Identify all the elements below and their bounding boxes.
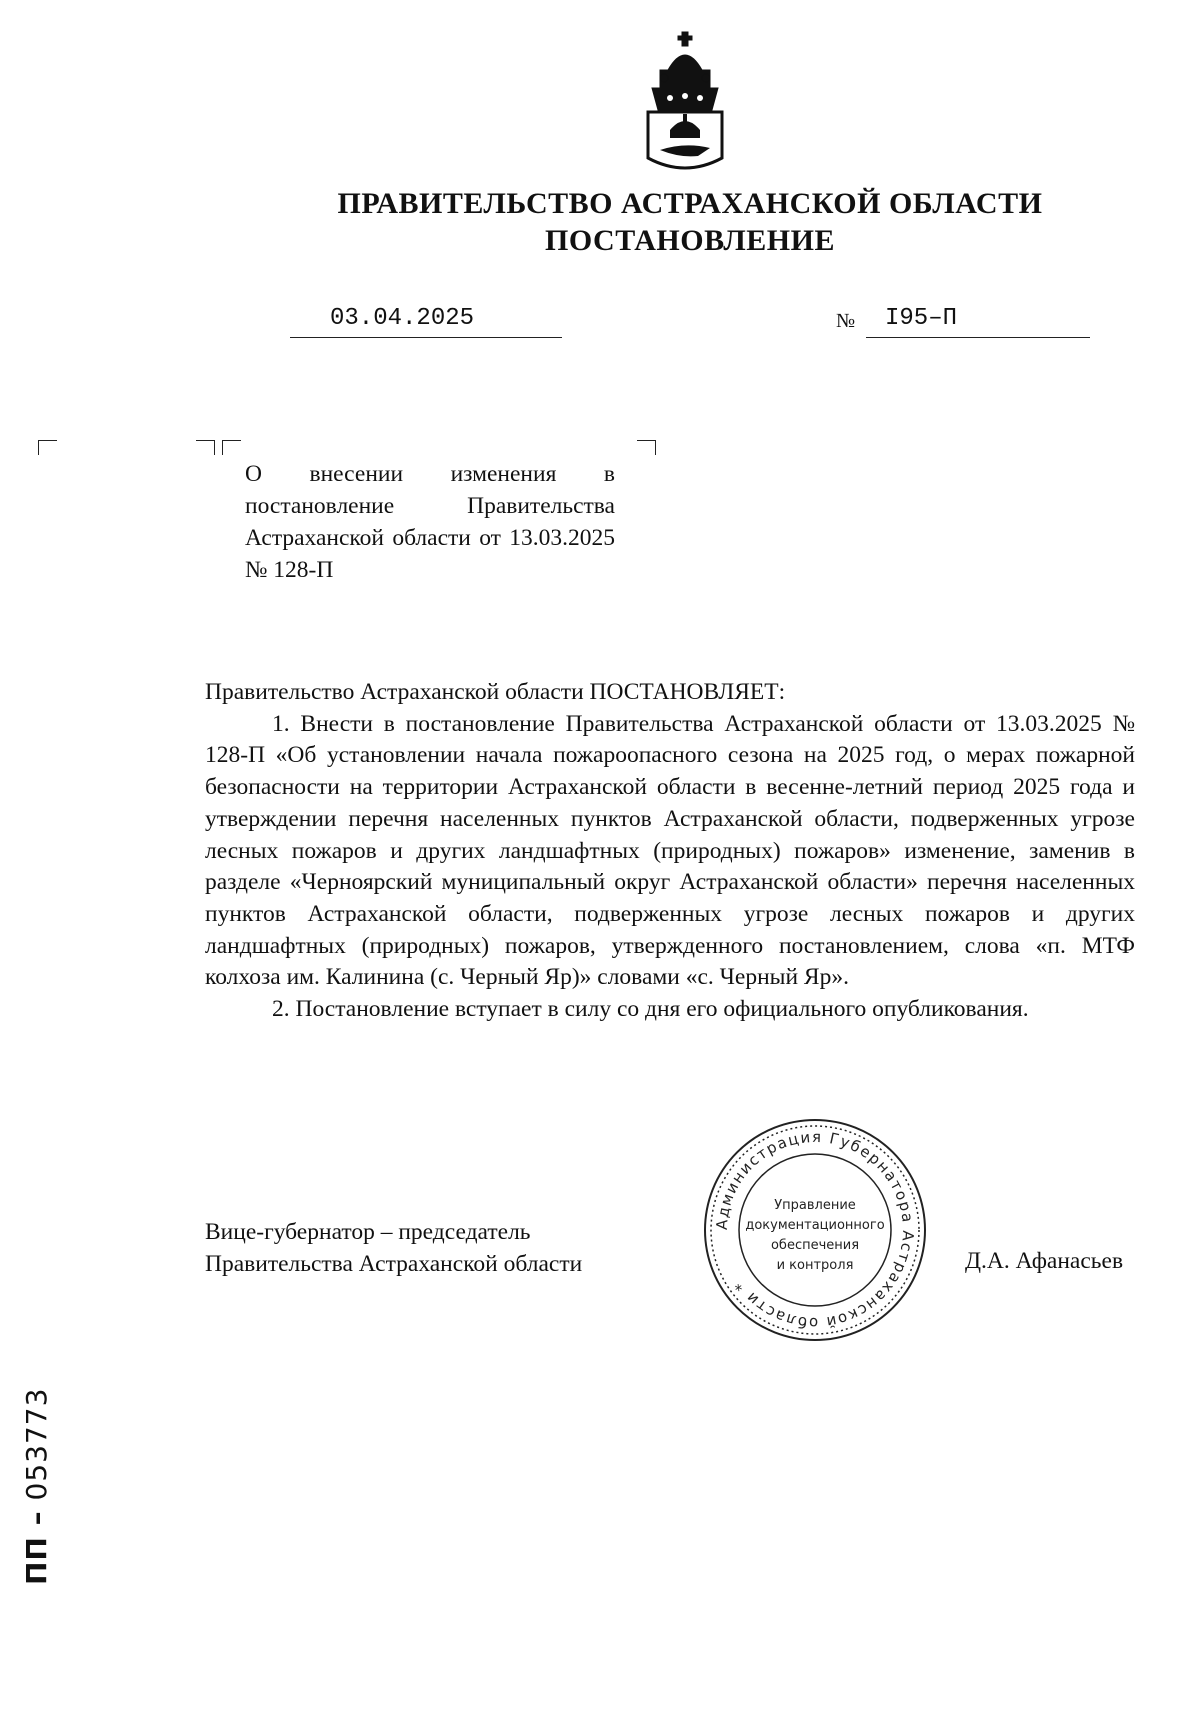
position-line-1: Вице-губернатор – председатель [205, 1219, 531, 1245]
serial-prefix: ПП – [20, 1510, 53, 1585]
document-subject: О внесении изменения в постановление Правительства Астраханской области от 13.03.2025 № 128-П [245, 461, 615, 583]
stamp-line-2: документационного [745, 1218, 885, 1233]
coat-of-arms-emblem [640, 30, 730, 180]
document-date: 03.04.2025 [330, 305, 475, 332]
number-sign: № [836, 310, 856, 332]
clause-2: 2. Постановление вступает в силу со дня его официального опубликования. [272, 996, 1029, 1023]
margin-corner-mark [38, 440, 57, 455]
stamp-line-1: Управление [774, 1198, 856, 1213]
position-line-2: Правительства Астраханской области [205, 1251, 583, 1277]
clause-1: 1. Внести в постановление Правительства Астраханской области от 13.03.2025 № 128-П «Об установлении начала пожароопасного сезона на 2025 год, о мерах пожарной безопасности на территории Астраханской области в весенне-летний период 2025 года и утверждении перечня населенных пунктов Астраханской области, подверженных угрозе лесных пожаров и других ландшафтных (природных) пожаров» изменение, заменив в разделе «Черноярский муниципальный округ Астраханской области» перечня населенных пунктов Астраханской области, подверженных угрозе лесных пожаров и других ландшафтных (природных) пожаров, утвержденного постановлением, слова «п. МТФ колхоза им. Калинина (с. Черный Яр)» словами «с. Черный Яр». [205, 710, 1135, 991]
preamble: Правительство Астраханской области ПОСТАНОВЛЯЕТ: [205, 679, 786, 705]
signatory-name: Д.А. Афанасьев [965, 1248, 1124, 1274]
official-stamp [700, 1115, 930, 1345]
form-serial-number [20, 1388, 53, 1585]
stamp-ring-text: Администрация Губернатора Астраханской области * [712, 1127, 918, 1333]
subject-bracket-left [222, 440, 241, 455]
serial-number: 053773 [20, 1387, 53, 1501]
document-number: I95–П [885, 305, 958, 332]
stamp-line-4: и контроля [776, 1258, 854, 1273]
document-body [205, 677, 1135, 1026]
government-title: ПРАВИТЕЛЬСТВО АСТРАХАНСКОЙ ОБЛАСТИ [337, 187, 1043, 220]
subject-bracket-right [637, 440, 656, 455]
margin-corner-mark [196, 440, 215, 455]
signatory-position [205, 1216, 582, 1280]
stamp-line-3: обеспечения [770, 1238, 860, 1253]
document-type: ПОСТАНОВЛЕНИЕ [545, 224, 835, 257]
